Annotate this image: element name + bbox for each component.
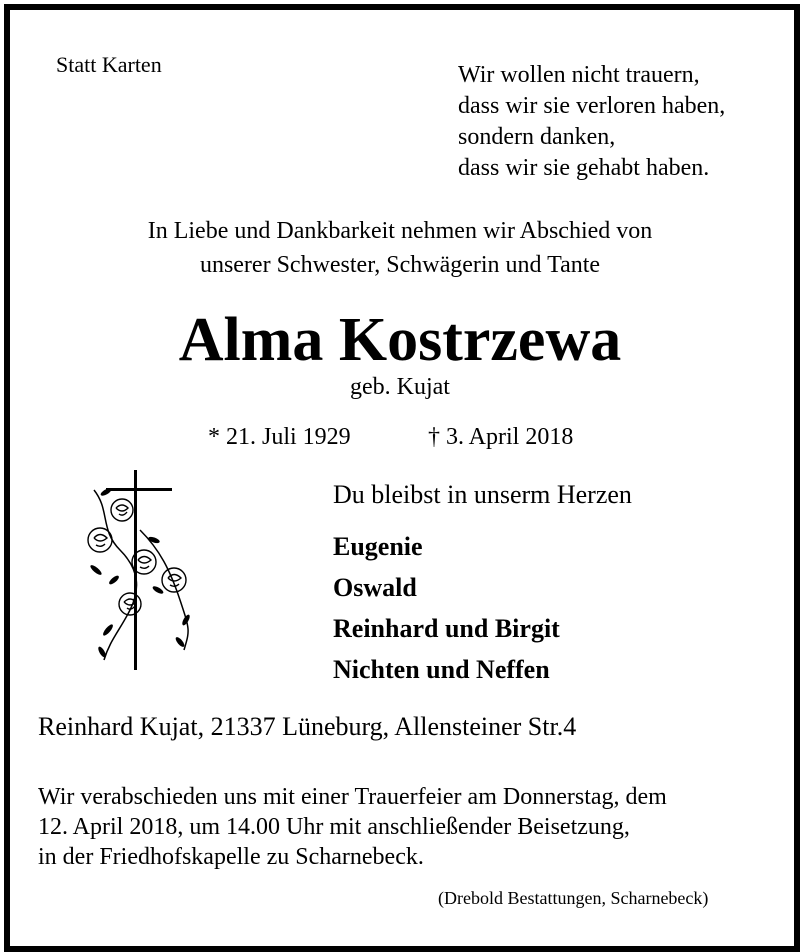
birth-date: * 21. Juli 1929 — [208, 424, 351, 450]
memorial-motto: Du bleibst in unserm Herzen — [333, 480, 632, 509]
intro-line: unserer Schwester, Schwägerin und Tante — [199, 252, 601, 278]
death-date: † 3. April 2018 — [428, 424, 574, 450]
service-line: in der Friedhofskapelle zu Scharnebeck. — [38, 844, 424, 870]
poem-line: sondern danken, — [458, 124, 616, 150]
cross-with-roses-icon — [80, 470, 210, 680]
service-info — [38, 782, 667, 872]
service-line: Wir verabschieden uns mit einer Trauerfeier am Donnerstag, dem — [38, 784, 667, 810]
poem — [458, 60, 725, 184]
deceased-name: Alma Kostrzewa — [178, 306, 622, 374]
intro-text — [0, 214, 800, 282]
statt-karten-label: Statt Karten — [56, 52, 162, 77]
mourners-list — [333, 526, 560, 690]
poem-line: dass wir sie gehabt haben. — [458, 155, 710, 181]
mourner: Reinhard und Birgit — [333, 614, 560, 643]
mourner: Eugenie — [333, 532, 423, 561]
mourner: Oswald — [333, 573, 417, 602]
intro-line: In Liebe und Dankbarkeit nehmen wir Abschied von — [147, 218, 653, 244]
mourner: Nichten und Neffen — [333, 655, 550, 684]
maiden-name: geb. Kujat — [350, 374, 450, 400]
poem-line: dass wir sie verloren haben, — [458, 93, 726, 119]
contact-address: Reinhard Kujat, 21337 Lüneburg, Allensteiner Str.4 — [38, 712, 577, 741]
undertaker-credit: (Drebold Bestattungen, Scharnebeck) — [438, 888, 709, 908]
poem-line: Wir wollen nicht trauern, — [458, 62, 700, 88]
service-line: 12. April 2018, um 14.00 Uhr mit anschließender Beisetzung, — [38, 814, 630, 840]
